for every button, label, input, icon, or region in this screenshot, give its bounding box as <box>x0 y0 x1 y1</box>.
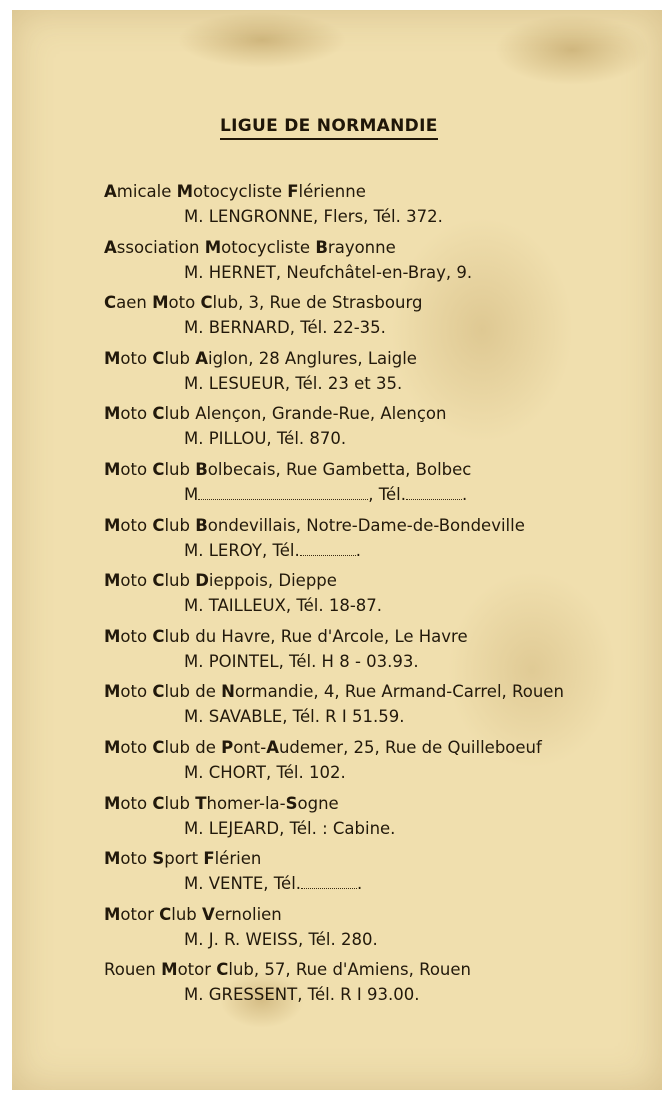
club-contact: M. LESUEUR, Tél. 23 et 35. <box>184 373 403 393</box>
club-name: Association Motocycliste Brayonne <box>104 237 396 257</box>
list-item <box>104 847 654 903</box>
list-item <box>104 180 654 236</box>
list-item <box>104 569 654 625</box>
club-contact: M. J. R. WEISS, Tél. 280. <box>184 929 378 949</box>
list-item <box>104 458 654 514</box>
list-item <box>104 792 654 848</box>
club-name: Amicale Motocycliste Flérienne <box>104 182 366 201</box>
list-item <box>104 680 654 736</box>
club-contact <box>104 538 654 564</box>
club-name: Rouen Motor Club, 57, Rue d'Amiens, Rouen <box>104 960 471 980</box>
contact-prefix: M <box>184 484 199 504</box>
club-name: Moto Club du Havre, Rue d'Arcole, Le Havre <box>104 626 468 646</box>
club-name: Moto Club Bondevillais, Notre-Dame-de-Bondeville <box>104 515 525 535</box>
club-name: Moto Club Alençon, Grande-Rue, Alençon <box>104 404 447 424</box>
club-name: Moto Club Bolbecais, Rue Gambetta, Bolbec <box>104 459 472 479</box>
club-contact: M. HERNET, Neufchâtel-en-Bray, 9. <box>184 262 473 282</box>
list-item <box>104 903 654 959</box>
club-contact: M. LENGRONNE, Flers, Tél. 372. <box>184 207 443 226</box>
contact-suffix: , Tél. <box>368 484 406 504</box>
club-contact: M. SAVABLE, Tél. R I 51.59. <box>184 707 405 727</box>
list-item <box>104 291 654 347</box>
list-item <box>104 347 654 403</box>
club-name: Moto Sport Flérien <box>104 849 262 869</box>
club-name: Moto Club de Normandie, 4, Rue Armand-Carrel, Rouen <box>104 682 564 702</box>
list-item <box>104 402 654 458</box>
blank-field <box>300 541 356 556</box>
contact-end: . <box>462 484 468 504</box>
club-contact: M. PILLOU, Tél. 870. <box>184 429 347 449</box>
list-item <box>104 625 654 681</box>
list-item <box>104 514 654 570</box>
blank-field <box>198 485 368 500</box>
club-name: Moto Club de Pont-Audemer, 25, Rue de Quilleboeuf <box>104 737 542 757</box>
club-name: Motor Club Vernolien <box>104 904 282 924</box>
club-contact: M. POINTEL, Tél. H 8 - 03.93. <box>184 651 419 671</box>
blank-field <box>301 874 357 889</box>
club-name: Moto Club Dieppois, Dieppe <box>104 571 337 591</box>
club-contact <box>104 482 654 508</box>
list-item <box>104 236 654 292</box>
club-name: Moto Club Aiglon, 28 Anglures, Laigle <box>104 348 417 368</box>
club-contact: M. LEJEARD, Tél. : Cabine. <box>184 818 396 838</box>
contact-end: . <box>355 540 361 560</box>
club-list <box>104 180 654 1014</box>
club-contact: M. BERNARD, Tél. 22-35. <box>184 318 386 338</box>
list-item <box>104 736 654 792</box>
page-title: LIGUE DE NORMANDIE <box>220 116 438 140</box>
contact-end: . <box>357 874 363 894</box>
club-contact: M. CHORT, Tél. 102. <box>184 762 346 782</box>
contact-prefix: M. VENTE, Tél. <box>184 874 302 894</box>
blank-field <box>406 485 462 500</box>
document-page <box>12 10 662 1090</box>
club-contact <box>104 871 654 897</box>
list-item <box>104 958 654 1014</box>
club-name: Caen Moto Club, 3, Rue de Strasbourg <box>104 293 423 313</box>
club-contact: M. GRESSENT, Tél. R I 93.00. <box>184 985 420 1005</box>
club-contact: M. TAILLEUX, Tél. 18-87. <box>184 596 383 616</box>
club-name: Moto Club Thomer-la-Sogne <box>104 793 339 813</box>
contact-prefix: M. LEROY, Tél. <box>184 540 300 560</box>
